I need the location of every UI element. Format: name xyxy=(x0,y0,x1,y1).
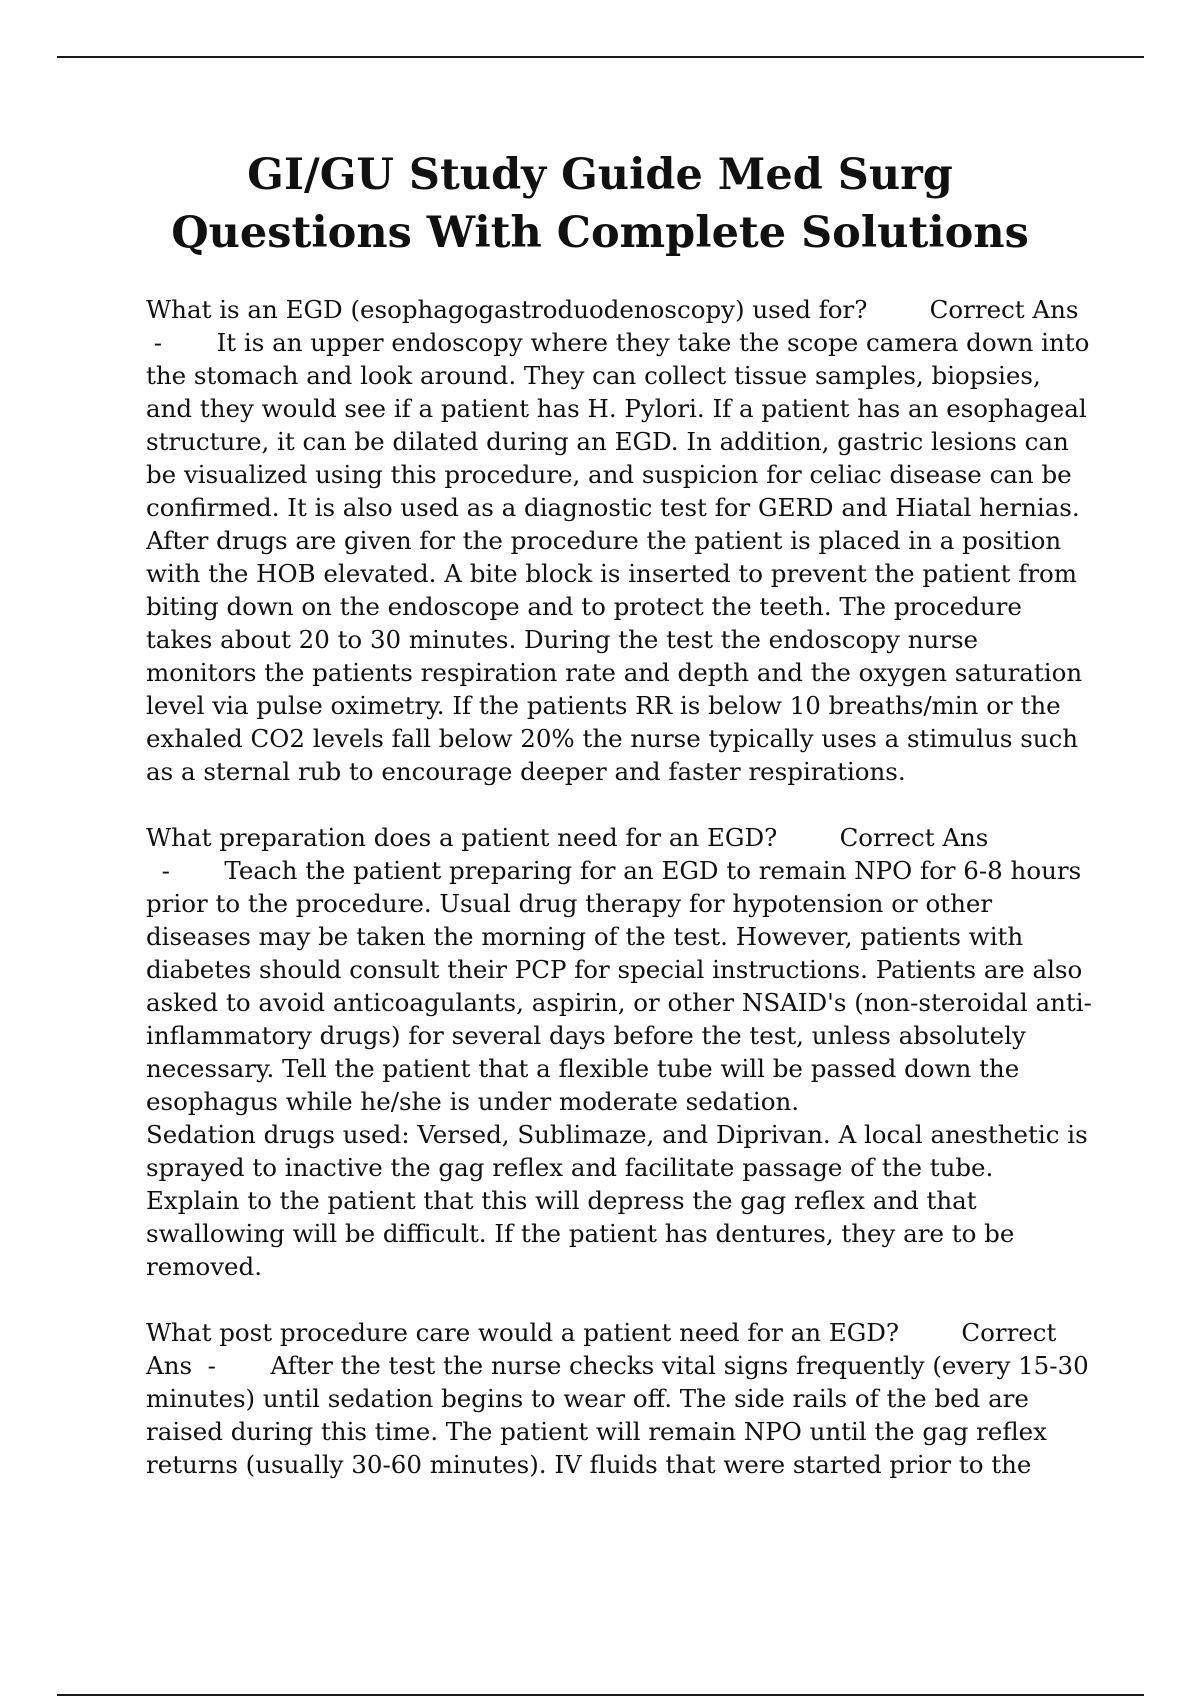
answer-label: Correct Ans xyxy=(839,823,989,852)
answer-label: Correct Ans xyxy=(146,1318,1057,1380)
answer-label: Correct Ans xyxy=(929,295,1079,324)
qa-item-1: What is an EGD (esophagogastroduodenoscopy) used for? Correct Ans - It is an upper endoscopy where they take the scope camera down into the stomach and look around. They can collect tissue samples, biopsies, and they would see if a patient has H. Pylori. If a patient has an esophageal structure, it can be dilated during an EGD. In addition, gastric lesions can be visualized using this procedure, and suspicion for celiac disease can be confirmed. It is also used as a diagnostic test for GERD and Hiatal hernias. After drugs are given for the procedure the patient is placed in a position with the HOB elevated. A bite block is inserted to prevent the patient from biting down on the endoscope and to protect the teeth. The procedure takes about 20 to 30 minutes. During the test the endoscopy nurse monitors the patients respiration rate and depth and the oxygen saturation level via pulse oximetry. If the patients RR is below 10 breaths/min or the exhaled CO2 levels fall below 20% the nurse typically uses a stimulus such as a sternal rub to encourage deeper and faster respirations. xyxy=(146,295,1090,786)
top-rule xyxy=(57,56,1144,58)
answer-text: After the test the nurse checks vital signs frequently (every 15-30 minutes) until sedation begins to wear off. The side rails of the bed are raised during this time. The patient will remain NPO until the gag reflex returns (usually 30-60 minutes). IV fluids that were started prior to the xyxy=(146,1351,1089,1479)
question-text: What is an EGD (esophagogastroduodenoscopy) used for? xyxy=(146,295,868,324)
page-title: GI/GU Study Guide Med Surg Questions With Complete Solutions xyxy=(171,150,1029,258)
answer-text: It is an upper endoscopy where they take the scope camera down into the stomach and look around. They can collect tissue samples, biopsies, and they would see if a patient has H. Pylori. If a patient has an esophageal structure, it can be dilated during an EGD. In addition, gastric lesions can be visualized using this procedure, and suspicion for celiac disease can be confirmed. It is also used as a diagnostic test for GERD and Hiatal hernias. After drugs are given for the procedure the patient is placed in a position with the HOB elevated. A bite block is inserted to prevent the patient from biting down on the endoscope and to protect the teeth. The procedure takes about 20 to 30 minutes. During the test the endoscopy nurse monitors the patients respiration rate and depth and the oxygen saturation level via pulse oximetry. If the patients RR is below 10 breaths/min or the exhaled CO2 levels fall below 20% the nurse typically uses a stimulus such as a sternal rub to encourage deeper and faster respirations. xyxy=(146,328,1090,786)
qa-item-3: What post procedure care would a patient need for an EGD? Correct Ans - After the test the nurse checks vital signs frequently (every 15-30 minutes) until sedation begins to wear off. The side rails of the bed are raised during this time. The patient will remain NPO until the gag reflex returns (usually 30-60 minutes). IV fluids that were started prior to the xyxy=(146,1318,1089,1479)
question-text: What post procedure care would a patient need for an EGD? xyxy=(146,1318,900,1347)
bottom-rule xyxy=(57,1694,1144,1696)
question-text: What preparation does a patient need for an EGD? xyxy=(146,823,778,852)
qa-content xyxy=(146,293,1092,1514)
qa-item-2: What preparation does a patient need for an EGD? Correct Ans - Teach the patient preparing for an EGD to remain NPO for 6-8 hours prior to the procedure. Usual drug therapy for hypotension or other diseases may be taken the morning of the test. However, patients with diabetes should consult their PCP for special instructions. Patients are also asked to avoid anticoagulants, aspirin, or other NSAID's (non-steroidal anti-inflammatory drugs) for several days before the test, unless absolutely necessary. Tell the patient that a flexible tube will be passed down the esophagus while he/she is under moderate sedation. Sedation drugs used: Versed, Sublimaze, and Diprivan. A local anesthetic is sprayed to inactive the gag reflex and facilitate passage of the tube. Explain to the patient that this will depress the gag reflex and that swallowing will be difficult. If the patient has dentures, they are to be removed. xyxy=(146,823,1092,1281)
answer-text: Teach the patient preparing for an EGD to remain NPO for 6-8 hours prior to the procedure. Usual drug therapy for hypotension or other diseases may be taken the morning of the test. However, patients with diabetes should consult their PCP for special instructions. Patients are also asked to avoid anticoagulants, aspirin, or other NSAID's (non-steroidal anti-inflammatory drugs) for several days before the test, unless absolutely necessary. Tell the patient that a flexible tube will be passed down the esophagus while he/she is under moderate sedation. Sedation drugs used: Versed, Sublimaze, and Diprivan. A local anesthetic is sprayed to inactive the gag reflex and facilitate passage of the tube. Explain to the patient that this will depress the gag reflex and that swallowing will be difficult. If the patient has dentures, they are to be removed. xyxy=(146,856,1092,1281)
